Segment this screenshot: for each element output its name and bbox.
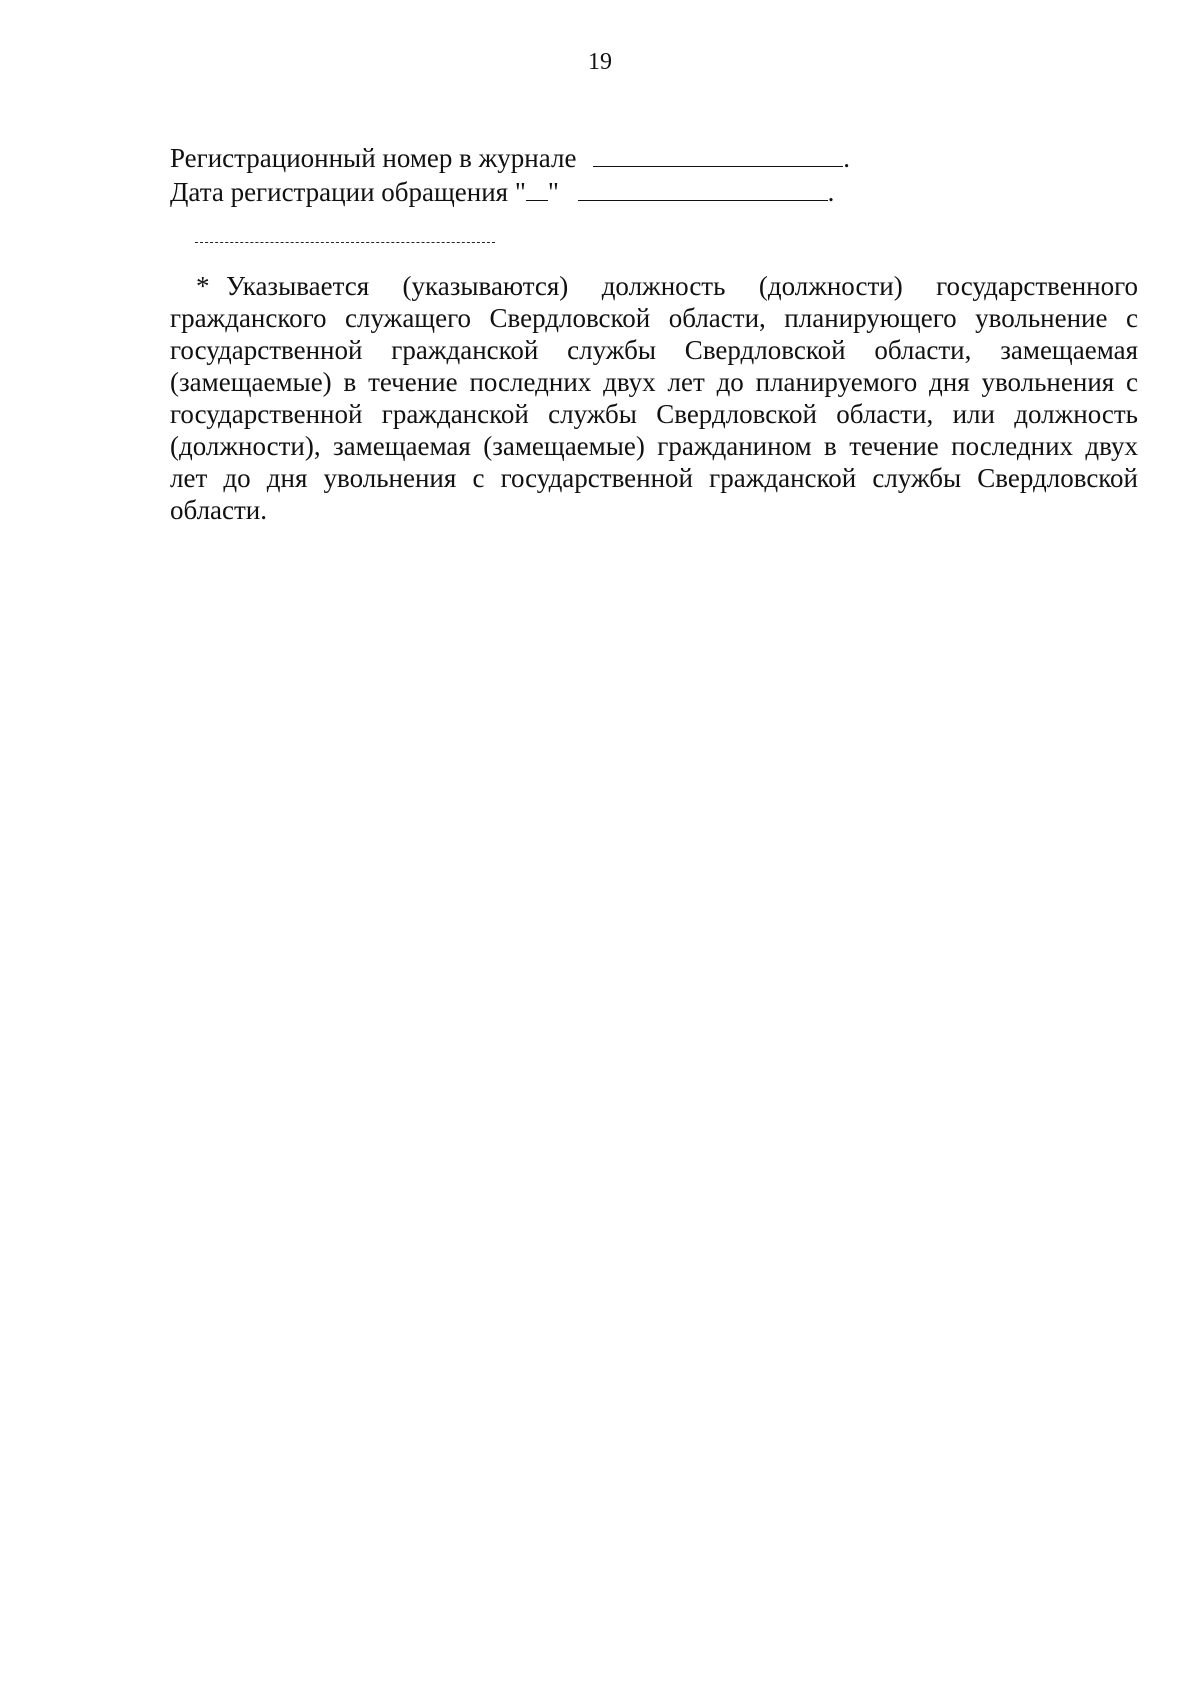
- footnote-marker: *: [196, 271, 210, 301]
- registration-date-quote: ": [547, 177, 559, 207]
- registration-date-blank: [578, 178, 828, 201]
- registration-number-line: [170, 142, 850, 174]
- page-number: 19: [588, 49, 612, 75]
- footnote-separator: [195, 242, 495, 243]
- footnote-text: Указывается (указываются) должность (должности) государственного гражданского служащего Свердловской области, планирующего увольнение с государственной гражданской службы Свердловской области, замещаемая (замещаемые) в течение последних двух лет до планируемого дня увольнения с государственной гражданской службы Свердловской области, или должность (должности), замещаемая (замещаемые) гражданином в течение последних двух лет до дня увольнения с государственной гражданской службы Свердловской области.: [170, 271, 1138, 525]
- footnote: [170, 270, 1138, 526]
- registration-date-line: [170, 176, 834, 208]
- registration-date-label: Дата регистрации обращения ": [170, 177, 526, 207]
- registration-number-blank: [593, 144, 843, 167]
- registration-number-label: Регистрационный номер в журнале: [170, 143, 577, 173]
- registration-day-blank: [526, 178, 548, 201]
- registration-date-period: .: [827, 177, 835, 207]
- registration-number-period: .: [843, 143, 850, 173]
